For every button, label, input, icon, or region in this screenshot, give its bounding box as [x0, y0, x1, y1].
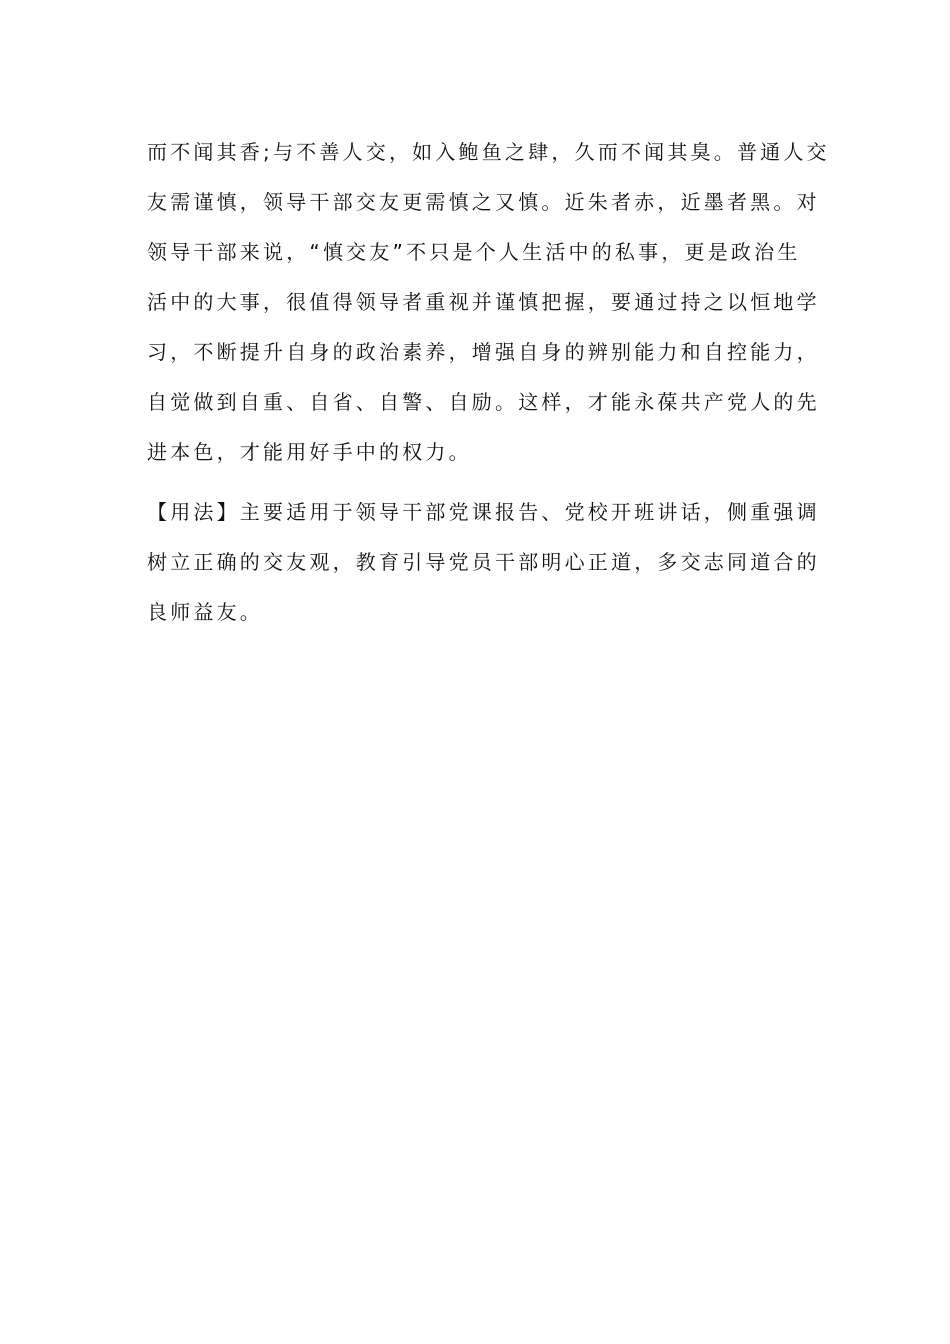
text-line: 而不闻其香;与不善人交，如入鲍鱼之肆，久而不闻其臭。普通人交	[147, 140, 830, 164]
text-line: 友需谨慎，领导干部交友更需慎之又慎。近朱者赤，近墨者黑。对	[147, 190, 820, 214]
text-line: 良师益友。	[147, 600, 263, 624]
text-line: 树立正确的交友观，教育引导党员干部明心正道，多交志同道合的	[147, 550, 820, 574]
text-line: 习，不断提升自身的政治素养，增强自身的辨别能力和自控能力，	[147, 340, 820, 364]
usage-paragraph	[147, 487, 820, 637]
text-line: 活中的大事，很值得领导者重视并谨慎把握，要通过持之以恒地学	[147, 290, 820, 314]
text-line: 进本色，才能用好手中的权力。	[147, 440, 472, 464]
body-paragraph	[147, 127, 830, 477]
text-line: 【用法】主要适用于领导干部党课报告、党校开班讲话，侧重强调	[147, 500, 820, 524]
text-line: 领导干部来说，“慎交友”不只是个人生活中的私事，更是政治生	[147, 240, 801, 264]
text-line: 自觉做到自重、自省、自警、自励。这样，才能永葆共产党人的先	[147, 390, 820, 414]
